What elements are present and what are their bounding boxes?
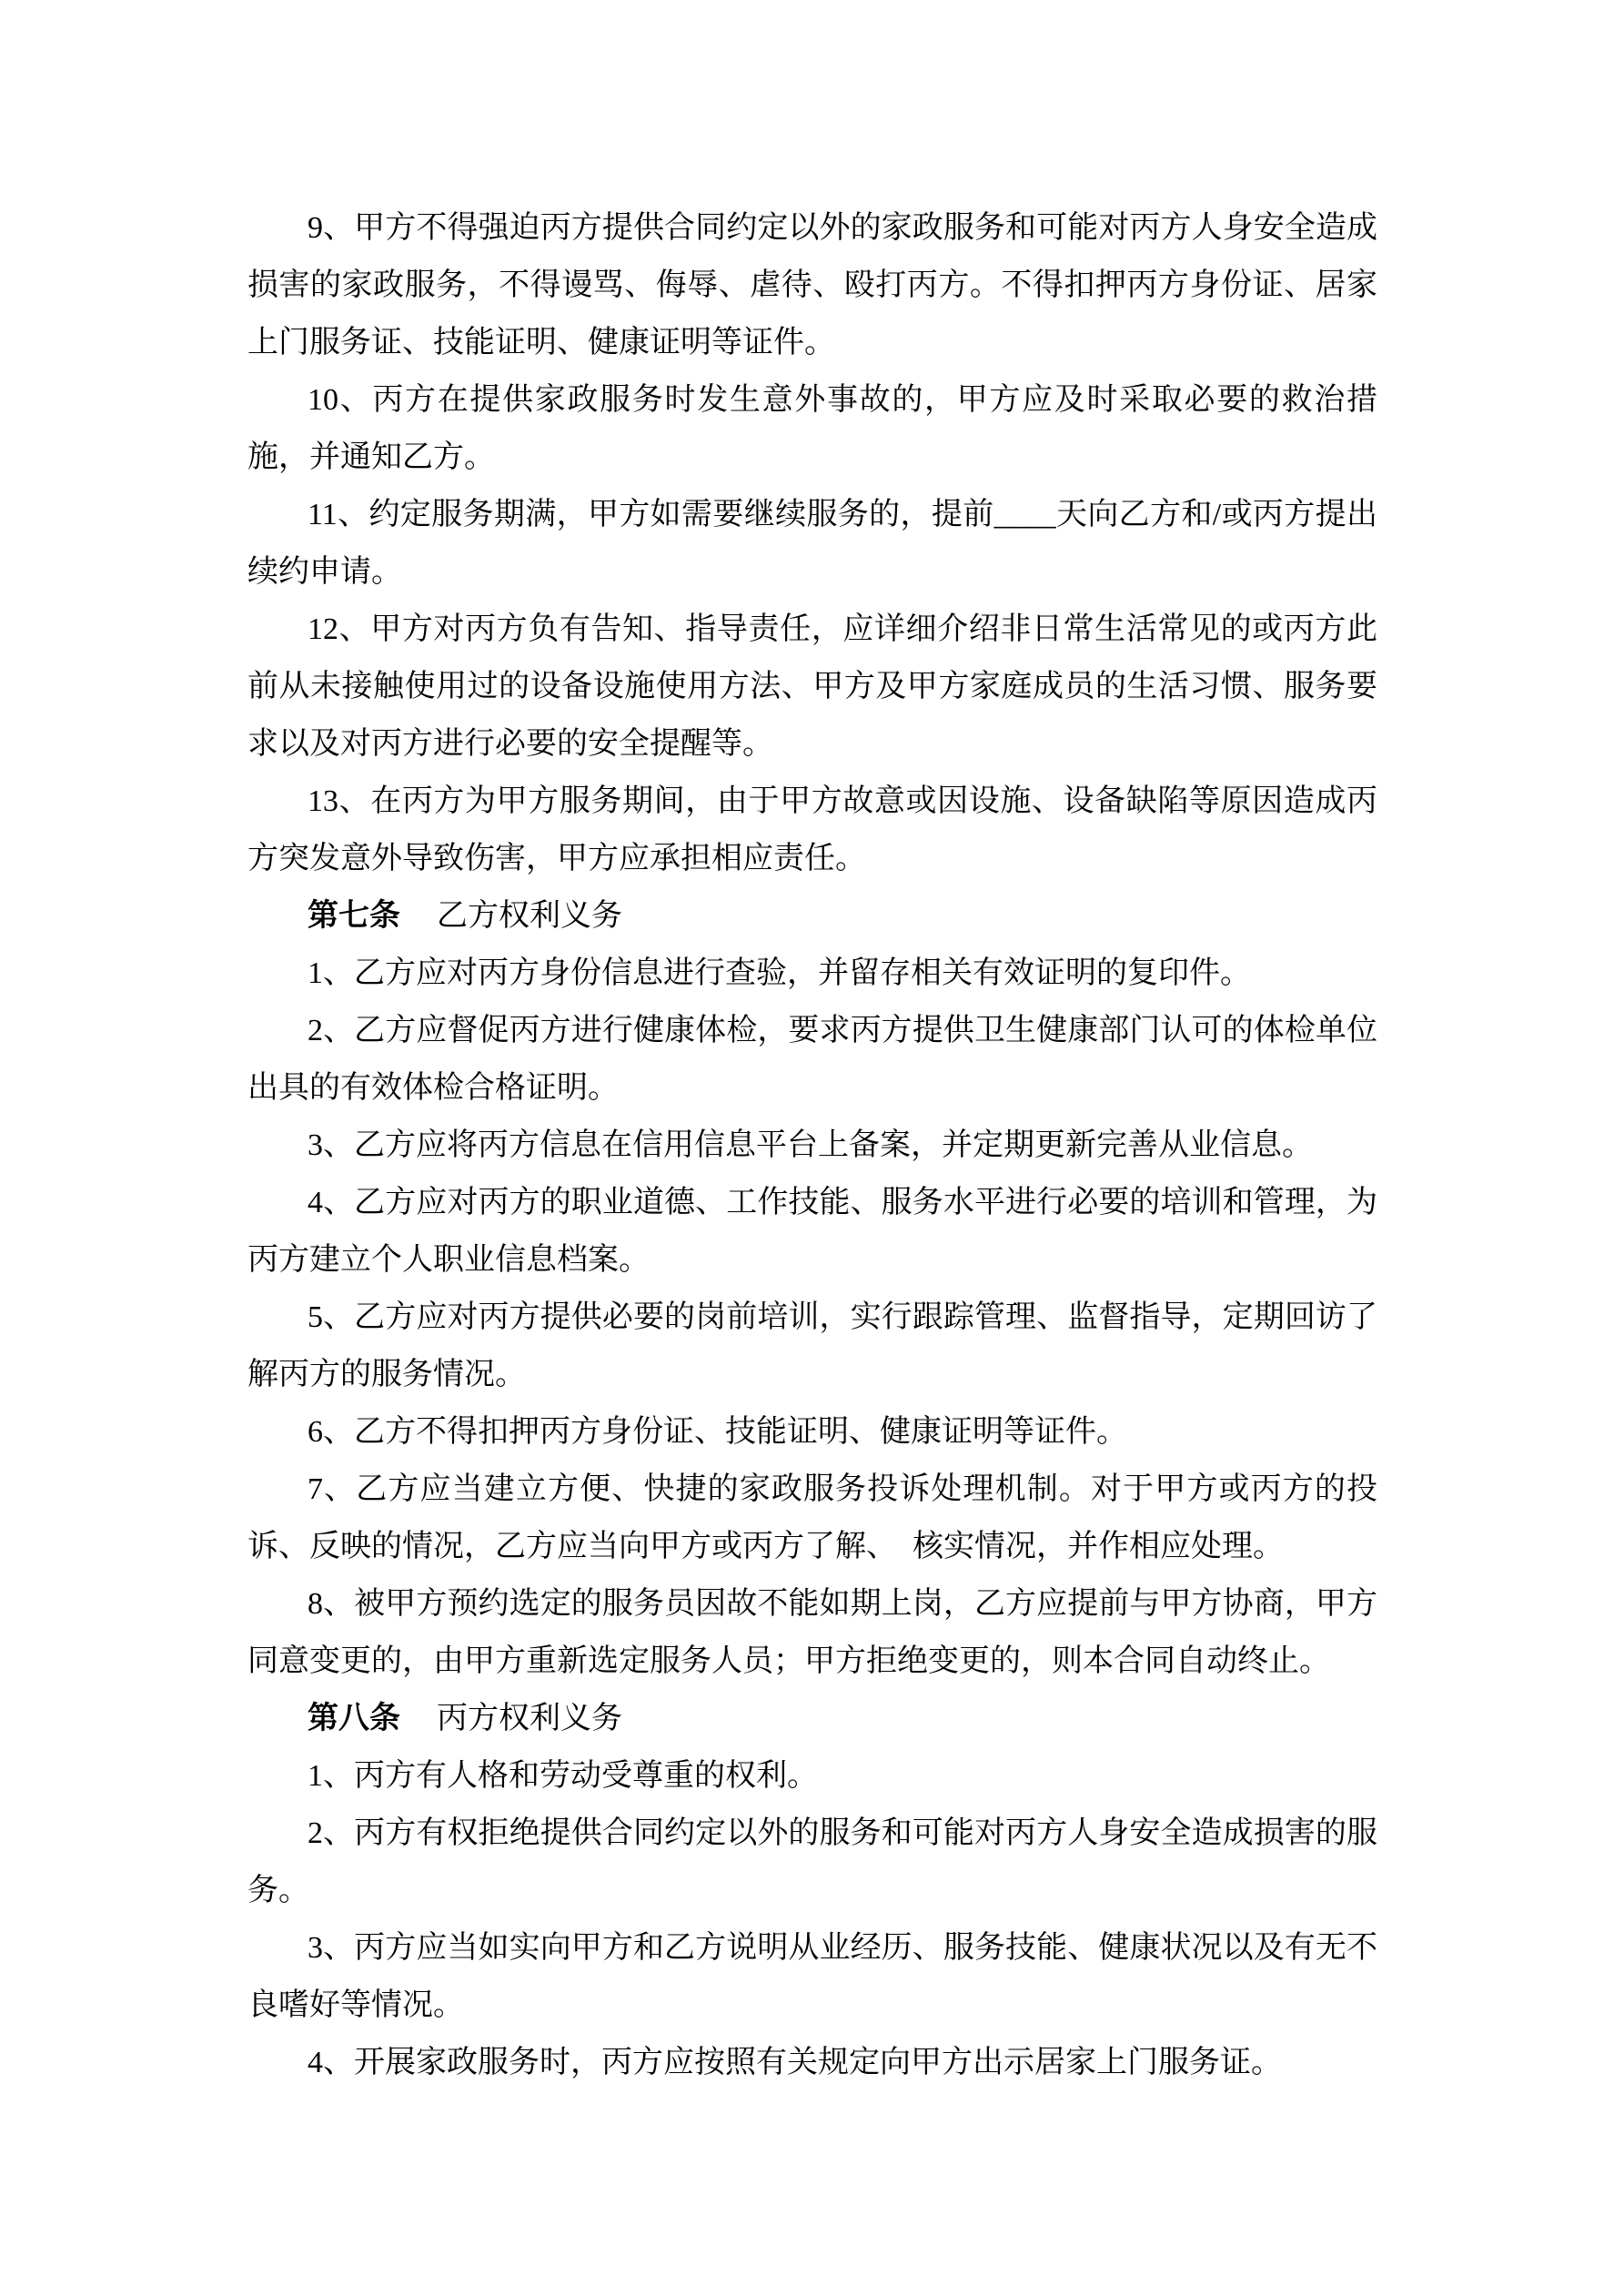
contract-body [247, 199, 1377, 2091]
contract-clause: 4、开展家政服务时，丙方应按照有关规定向甲方出示居家上门服务证。 [308, 2046, 1282, 2079]
contract-clause: 8、被甲方预约选定的服务员因故不能如期上岗，乙方应提前与甲方协商，甲方同意变更的，由甲方重新选定服务人员；甲方拒绝变更的，则本合同自动终止。 [247, 1587, 1377, 1678]
contract-clause: 11、约定服务期满，甲方如需要继续服务的，提前____天向乙方和/或丙方提出续约申请。 [247, 498, 1377, 589]
contract-clause: 3、丙方应当如实向甲方和乙方说明从业经历、服务技能、健康状况以及有无不良嗜好等情况。 [247, 1931, 1377, 2022]
contract-clause: 1、乙方应对丙方身份信息进行查验，并留存相关有效证明的复印件。 [308, 956, 1251, 990]
contract-clause: 5、乙方应对丙方提供必要的岗前培训，实行跟踪管理、监督指导，定期回访了解丙方的服务情况。 [247, 1300, 1377, 1391]
contract-clause: 9、甲方不得强迫丙方提供合同约定以外的家政服务和可能对丙方人身安全造成损害的家政服务，不得谩骂、侮辱、虐待、殴打丙方。不得扣押丙方身份证、居家上门服务证、技能证明、健康证明等证件。 [247, 211, 1377, 359]
section-number: 第七条 [308, 899, 400, 933]
contract-clause: 12、甲方对丙方负有告知、指导责任，应详细介绍非日常生活常见的或丙方此前从未接触使用过的设备设施使用方法、甲方及甲方家庭成员的生活习惯、服务要求以及对丙方进行必要的安全提醒等。 [247, 612, 1377, 761]
contract-clause: 2、丙方有权拒绝提供合同约定以外的服务和可能对丙方人身安全造成损害的服务。 [247, 1816, 1377, 1907]
section-heading [247, 887, 1377, 945]
section-heading [247, 1690, 1377, 1747]
section-title: 乙方权利义务 [437, 899, 622, 933]
contract-clause: 1、丙方有人格和劳动受尊重的权利。 [308, 1759, 818, 1793]
contract-clause: 2、乙方应督促丙方进行健康体检，要求丙方提供卫生健康部门认可的体检单位出具的有效体检合格证明。 [247, 1014, 1377, 1105]
contract-clause: 6、乙方不得扣押丙方身份证、技能证明、健康证明等证件。 [308, 1415, 1127, 1449]
contract-clause: 10、丙方在提供家政服务时发生意外事故的，甲方应及时采取必要的救治措施，并通知乙方。 [247, 383, 1377, 474]
section-number: 第八条 [308, 1702, 400, 1735]
section-title: 丙方权利义务 [437, 1702, 622, 1735]
contract-clause: 4、乙方应对丙方的职业道德、工作技能、服务水平进行必要的培训和管理，为丙方建立个人职业信息档案。 [247, 1186, 1377, 1277]
contract-clause: 3、乙方应将丙方信息在信用信息平台上备案，并定期更新完善从业信息。 [308, 1128, 1313, 1162]
contract-clause: 13、在丙方为甲方服务期间，由于甲方故意或因设施、设备缺陷等原因造成丙方突发意外导致伤害，甲方应承担相应责任。 [247, 784, 1377, 875]
contract-clause: 7、乙方应当建立方便、快捷的家政服务投诉处理机制。对于甲方或丙方的投诉、反映的情况，乙方应当向甲方或丙方了解、 核实情况，并作相应处理。 [247, 1472, 1377, 1563]
